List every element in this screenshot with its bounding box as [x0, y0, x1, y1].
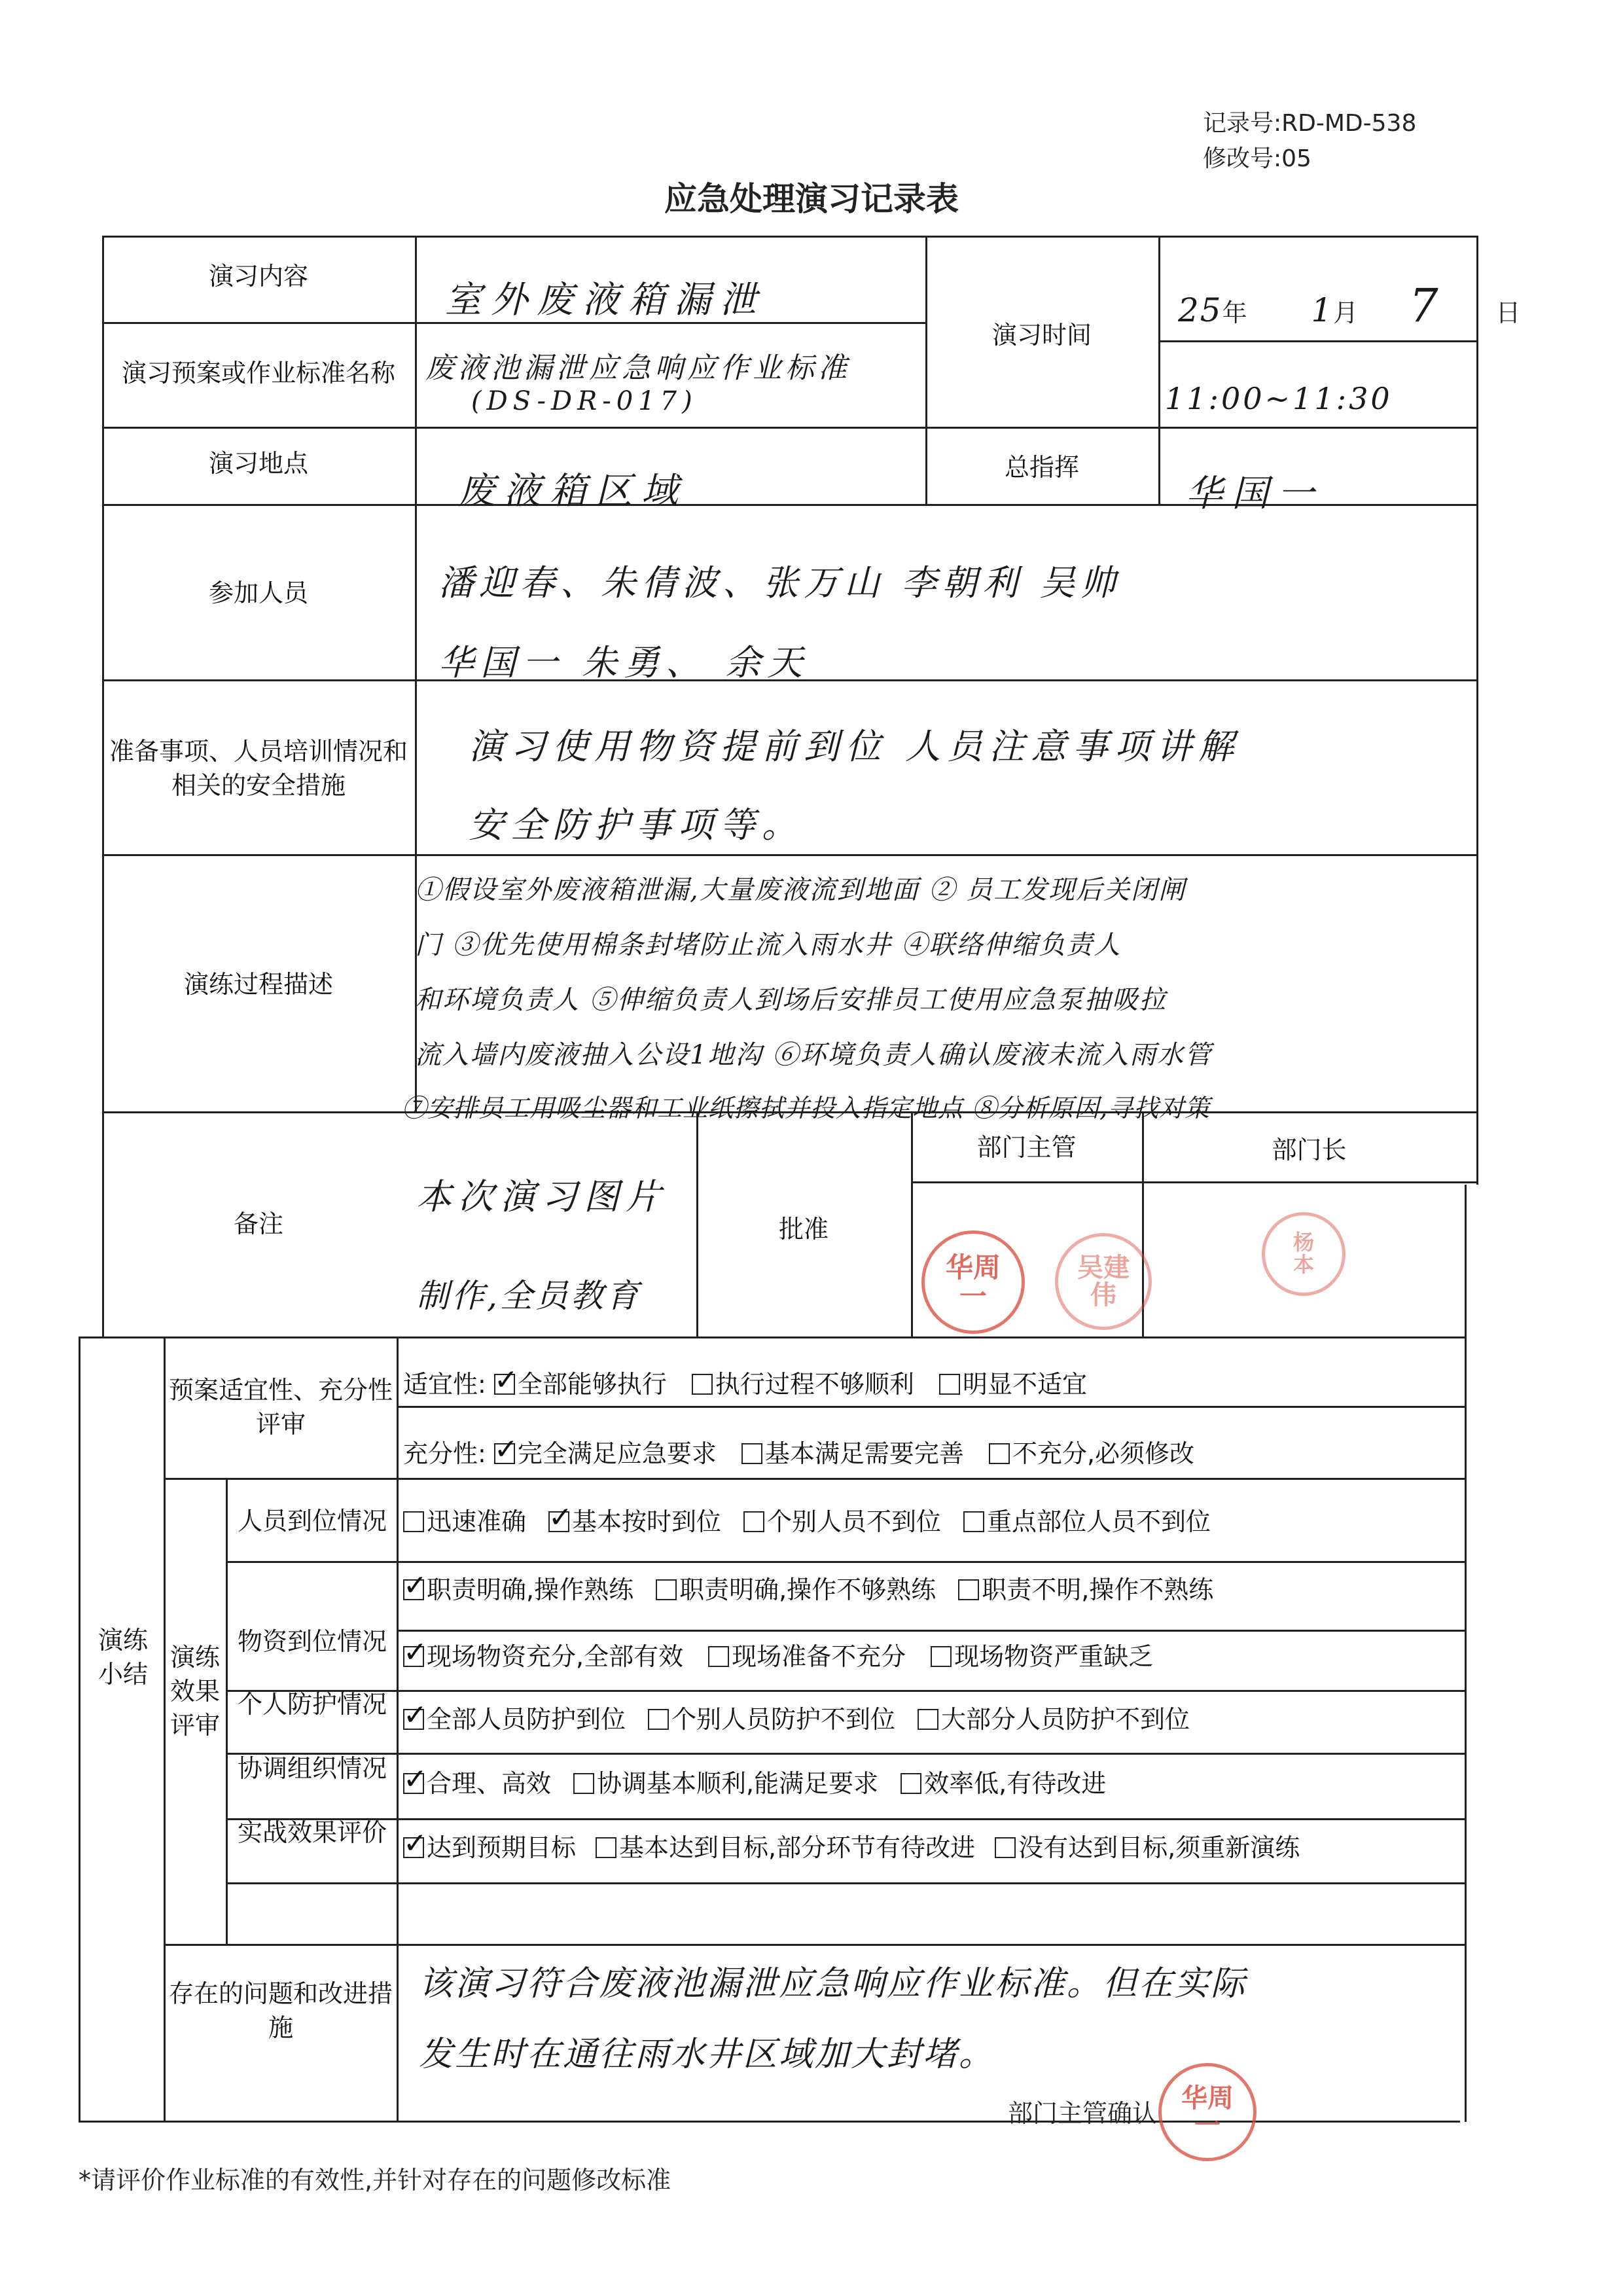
- stamp-confirm-text: 华周一: [1181, 2083, 1234, 2141]
- label-summary: 演练小结: [98, 1626, 149, 1689]
- option-materials-2[interactable]: [931, 1642, 1153, 1671]
- option-label: 效率低,有待改进: [924, 1769, 1107, 1798]
- confirm-stamp-hua: [1158, 2063, 1257, 2161]
- row-line: [911, 1181, 1476, 1183]
- footnote: *请评价作业标准的有效性,并针对存在的问题修改标准: [79, 2166, 671, 2195]
- col-line: [226, 1478, 228, 1944]
- checked-box-icon[interactable]: [403, 1827, 427, 1860]
- option-label: 完全满足应急要求: [517, 1439, 717, 1468]
- option-sufficiency-2[interactable]: [989, 1439, 1194, 1468]
- handwritten-process-2: 门 ③优先使用棉条封堵防止流入雨水井 ④联络伸缩负责人: [415, 930, 1122, 960]
- label-dept-head: 部门长: [1272, 1136, 1347, 1164]
- option-suitability-2[interactable]: [939, 1370, 1087, 1399]
- label-remarks: 备注: [233, 1210, 283, 1238]
- check-mark-icon: ✓: [548, 1501, 573, 1534]
- checkbox-icon[interactable]: [989, 1443, 1010, 1464]
- option-personnel-1-3[interactable]: [963, 1507, 1211, 1536]
- option-label: 现场物资充分,全部有效: [427, 1642, 684, 1671]
- checkbox-icon[interactable]: [596, 1837, 616, 1858]
- option-label: 全部人员防护到位: [427, 1705, 626, 1734]
- option-materials-0[interactable]: [403, 1636, 684, 1671]
- suitability-label: 适宜性:: [403, 1370, 486, 1399]
- checked-box-icon[interactable]: [493, 1363, 518, 1397]
- date-day-unit: 日: [1495, 298, 1522, 327]
- option-sufficiency-1[interactable]: [741, 1439, 964, 1468]
- check-row-personnel-1: [403, 1501, 1233, 1537]
- label-protection: 个人防护情况: [237, 1690, 387, 1719]
- label-drill-time: 演习时间: [991, 321, 1092, 350]
- checkbox-icon[interactable]: [708, 1646, 729, 1667]
- option-label: 大部分人员防护不到位: [941, 1705, 1190, 1734]
- option-personnel-1-0[interactable]: [403, 1507, 526, 1536]
- row-line: [226, 1753, 1465, 1755]
- row-line: [102, 427, 1476, 429]
- handwritten-preparation-2: 安全防护事项等。: [469, 804, 804, 846]
- record-number-value: RD-MD-538: [1281, 110, 1417, 137]
- option-personnel-2-1[interactable]: [656, 1575, 936, 1604]
- checkbox-icon[interactable]: [931, 1646, 952, 1667]
- option-protection-0[interactable]: [403, 1698, 626, 1734]
- label-dept-confirm: 部门主管确认: [1008, 2099, 1158, 2128]
- option-sufficiency-0[interactable]: [493, 1433, 717, 1468]
- checkbox-icon[interactable]: [743, 1511, 764, 1532]
- option-label: 基本满足需要完善: [764, 1439, 964, 1468]
- checkbox-icon[interactable]: [958, 1579, 979, 1600]
- label-drill-content: 演习内容: [208, 262, 308, 291]
- option-coordination-2[interactable]: [901, 1769, 1106, 1798]
- option-effect-1[interactable]: [596, 1833, 975, 1862]
- check-row-materials: [403, 1636, 1178, 1672]
- stamp-hua-text: 华周一: [945, 1251, 1001, 1312]
- label-drill-location: 演习地点: [208, 449, 308, 478]
- handwritten-preparation-1: 演习使用物资提前到位 人员注意事项讲解: [469, 726, 1241, 767]
- option-label: 个别人员不到位: [767, 1507, 942, 1536]
- option-protection-1[interactable]: [648, 1705, 895, 1734]
- approval-stamp-hua: [921, 1230, 1025, 1334]
- handwritten-commander: 华国一: [1186, 473, 1323, 515]
- table-border-left-lower: [79, 1336, 80, 2122]
- label-materials: 物资到位情况: [237, 1627, 387, 1656]
- option-effect-2[interactable]: [995, 1833, 1300, 1862]
- label-coordination: 协调组织情况: [237, 1754, 387, 1783]
- check-mark-icon: ✓: [403, 1763, 427, 1796]
- label-participants: 参加人员: [208, 579, 308, 607]
- row-line: [164, 1478, 1465, 1480]
- option-personnel-2-0[interactable]: [403, 1569, 634, 1604]
- handwritten-remarks-1: 本次演习图片: [416, 1176, 668, 1217]
- col-line: [1158, 236, 1160, 504]
- checkbox-icon[interactable]: [963, 1511, 984, 1532]
- label-preparation: 准备事项、人员培训情况和相关的安全措施: [109, 737, 408, 800]
- check-mark-icon: ✓: [493, 1433, 518, 1466]
- row-line: [226, 1818, 1465, 1820]
- option-label: 达到预期目标: [427, 1833, 577, 1862]
- checkbox-icon[interactable]: [573, 1773, 594, 1794]
- checked-box-icon[interactable]: [403, 1636, 427, 1669]
- checkbox-icon[interactable]: [741, 1443, 762, 1464]
- date-year-unit: 年: [1222, 298, 1249, 327]
- check-row-coordination: [403, 1763, 1128, 1799]
- checkbox-icon[interactable]: [901, 1773, 921, 1794]
- handwritten-location: 废液箱区域: [458, 470, 687, 512]
- checked-box-icon[interactable]: [548, 1501, 573, 1534]
- option-suitability-0[interactable]: [493, 1363, 667, 1399]
- record-number-label: 记录号:: [1203, 110, 1282, 137]
- option-coordination-1[interactable]: [573, 1769, 878, 1798]
- label-approval: 批准: [778, 1215, 829, 1244]
- option-label: 合理、高效: [427, 1769, 552, 1798]
- option-label: 没有达到目标,须重新演练: [1018, 1833, 1300, 1862]
- handwritten-date: [1178, 279, 1522, 332]
- checkbox-icon[interactable]: [648, 1709, 669, 1730]
- handwritten-time-range: 11:00~11:30: [1165, 381, 1393, 416]
- approval-stamp-wu: [1055, 1233, 1152, 1330]
- row-line: [102, 854, 1476, 856]
- option-label: 现场物资严重缺乏: [954, 1642, 1154, 1671]
- sufficiency-label: 充分性:: [403, 1439, 486, 1468]
- check-mark-icon: ✓: [403, 1569, 427, 1602]
- option-protection-2[interactable]: [918, 1705, 1190, 1734]
- option-label: 明显不适宜: [962, 1370, 1087, 1399]
- label-issues: 存在的问题和改进措施: [168, 1979, 393, 2042]
- checkbox-icon[interactable]: [656, 1579, 677, 1600]
- option-label: 职责明确,操作熟练: [427, 1575, 634, 1604]
- row-line: [164, 1944, 1465, 1946]
- check-row-personnel-2: [403, 1570, 1236, 1605]
- handwritten-remarks-2: 制作,全员教育: [416, 1277, 641, 1315]
- date-month-unit: 月: [1333, 298, 1360, 327]
- option-suitability-1[interactable]: [692, 1370, 914, 1399]
- checked-box-icon[interactable]: [493, 1433, 518, 1466]
- check-mark-icon: ✓: [403, 1698, 427, 1732]
- option-label: 迅速准确: [427, 1507, 527, 1536]
- document-title: 应急处理演习记录表: [664, 180, 959, 218]
- col-line: [397, 1336, 399, 2121]
- check-mark-icon: ✓: [403, 1827, 427, 1860]
- handwritten-plan-name: 废液池漏泄应急响应作业标准: [425, 351, 851, 385]
- table-border-right-lower: [1465, 1185, 1467, 2122]
- option-label: 职责明确,操作不够熟练: [679, 1575, 936, 1604]
- revision-value: 05: [1281, 145, 1311, 172]
- checkbox-icon[interactable]: [692, 1374, 713, 1395]
- approval-stamp-yang: [1262, 1212, 1346, 1296]
- checkbox-icon[interactable]: [918, 1709, 938, 1730]
- checkbox-icon[interactable]: [403, 1511, 424, 1532]
- handwritten-participants-2: 华国一 朱勇、 余天: [438, 642, 810, 683]
- record-number: [1203, 105, 1416, 138]
- option-effect-0[interactable]: [403, 1827, 577, 1862]
- label-plan-name: 演习预案或作业标准名称: [121, 359, 395, 387]
- table-border-right-upper: [1476, 236, 1478, 1185]
- option-coordination-0[interactable]: [403, 1763, 552, 1798]
- label-effect: 实战效果评价: [237, 1818, 387, 1847]
- label-dept-supervisor: 部门主管: [976, 1133, 1077, 1162]
- checkbox-icon[interactable]: [995, 1837, 1016, 1858]
- checked-box-icon[interactable]: [403, 1763, 427, 1796]
- row-line: [397, 1406, 1465, 1408]
- checked-box-icon[interactable]: [403, 1569, 427, 1602]
- check-row-effect: [403, 1827, 1319, 1863]
- option-label: 基本按时到位: [572, 1507, 722, 1536]
- handwritten-process-4: 流入墙内废液抽入公设1地沟 ⑥环境负责人确认废液未流入雨水管: [415, 1040, 1213, 1070]
- check-mark-icon: ✓: [493, 1363, 518, 1397]
- option-label: 基本达到目标,部分环节有待改进: [619, 1833, 976, 1862]
- check-row-suitability: [403, 1364, 1112, 1400]
- handwritten-participants-1: 潘迎春、朱倩波、张万山 李朝利 吴帅: [438, 562, 1121, 603]
- checked-box-icon[interactable]: [403, 1698, 427, 1732]
- label-commander: 总指挥: [1004, 453, 1079, 482]
- option-label: 执行过程不够顺利: [715, 1370, 914, 1399]
- row-line: [226, 1882, 1465, 1884]
- label-personnel: 人员到位情况: [237, 1507, 387, 1535]
- option-materials-1[interactable]: [708, 1642, 906, 1671]
- table-border-top: [102, 236, 1476, 238]
- row-line: [1158, 340, 1476, 342]
- col-line: [164, 1336, 166, 2121]
- revision-number: [1203, 140, 1311, 173]
- check-row-sufficiency: [403, 1433, 1219, 1469]
- checkbox-icon[interactable]: [939, 1374, 960, 1395]
- revision-label: 修改号:: [1203, 145, 1282, 172]
- row-line: [397, 1630, 1465, 1632]
- label-effect-review: 演练效果评审: [169, 1643, 220, 1740]
- handwritten-issues-1: 该演习符合废液池漏泄应急响应作业标准。但在实际: [419, 1964, 1247, 2003]
- handwritten-process-1: ①假设室外废液箱泄漏,大量废液流到地面 ② 员工发现后关闭闸: [415, 875, 1186, 905]
- option-label: 协调基本顺利,能满足要求: [597, 1769, 879, 1798]
- option-label: 全部能够执行: [517, 1370, 667, 1399]
- date-year: 25: [1178, 291, 1222, 329]
- option-label: 不充分,必须修改: [1012, 1439, 1195, 1468]
- option-label: 现场准备不充分: [732, 1642, 906, 1671]
- row-line: [226, 1690, 1465, 1692]
- date-month: 1: [1311, 291, 1334, 329]
- option-label: 重点部位人员不到位: [987, 1507, 1211, 1536]
- row-line: [79, 1336, 1465, 1338]
- option-personnel-1-1[interactable]: [548, 1501, 722, 1536]
- option-personnel-2-2[interactable]: [958, 1575, 1213, 1604]
- handwritten-process-3: 和环境负责人 ⑤伸缩负责人到场后安排员工使用应急泵抽吸拉: [415, 985, 1167, 1015]
- label-process: 演练过程描述: [183, 970, 333, 999]
- handwritten-process-5: ⑦安排员工用吸尘器和工业纸擦拭并投入指定地点 ⑧分析原因,寻找对策: [402, 1094, 1211, 1122]
- date-day: 7: [1409, 279, 1440, 332]
- check-row-protection: [403, 1699, 1212, 1735]
- handwritten-plan-code: (DS-DR-017): [471, 386, 698, 416]
- handwritten-issues-2: 发生时在通往雨水井区域加大封堵。: [419, 2035, 995, 2074]
- option-personnel-1-2[interactable]: [743, 1507, 941, 1536]
- stamp-wu-text: 吴建伟: [1077, 1253, 1130, 1310]
- stamp-yang-text: 杨本: [1293, 1230, 1314, 1277]
- handwritten-content: 室外废液箱漏泄: [445, 279, 766, 321]
- option-label: 职责不明,操作不熟练: [982, 1575, 1214, 1604]
- row-line: [226, 1561, 1465, 1563]
- check-mark-icon: ✓: [403, 1636, 427, 1669]
- option-label: 个别人员防护不到位: [671, 1705, 896, 1734]
- label-plan-review: 预案适宜性、充分性评审: [168, 1376, 393, 1439]
